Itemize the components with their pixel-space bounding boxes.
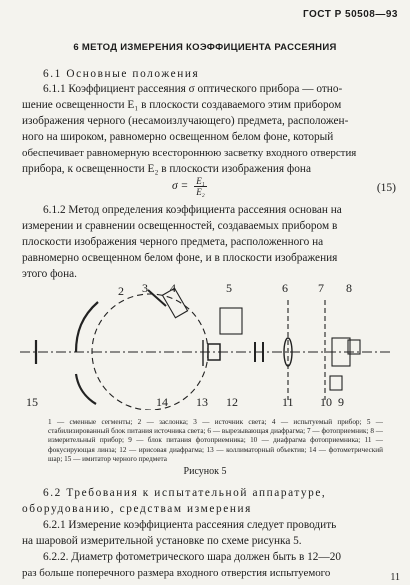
paragraph-line: на шаровой измерительной установке по схеме рисунка 5. <box>22 535 302 547</box>
paragraph-line: прибора, к освещенности E₂ в плоскости изображения фона <box>22 163 311 175</box>
section-title: 6 МЕТОД ИЗМЕРЕНИЯ КОЭФФИЦИЕНТА РАССЕЯНИЯ <box>73 42 337 53</box>
measurement-setup-diagram <box>20 280 400 410</box>
paragraph-line: шение освещенности E₁ в плоскости создаваемого этим прибором <box>22 99 342 111</box>
paragraph-line: 6.2.2. Диаметр фотометрического шара должен быть в 12—20 <box>43 551 341 563</box>
segment <box>76 302 98 352</box>
figure-label: 12 <box>226 395 238 409</box>
formula-number: (15) <box>376 182 396 194</box>
subsection-heading-6-2: 6.2 Требования к испытательной аппаратуре, <box>43 487 327 499</box>
formula-numerator: E₁ <box>196 176 205 186</box>
figure-label: 10 <box>320 395 332 409</box>
figure-label: 3 <box>142 281 148 295</box>
figure-label: 13 <box>196 395 208 409</box>
page-number: 11 <box>390 572 400 583</box>
segment <box>76 374 96 404</box>
paragraph-line: ного на широком, равномерно освещенном белом фоне, который <box>22 131 334 143</box>
paragraph-line: обеспечивает равномерную всестороннюю засветку входного отверстия <box>22 147 357 159</box>
figure-label: 7 <box>318 281 324 295</box>
paragraph-line: 6.1.2 Метод определения коэффициента рассеяния основан на <box>43 204 342 216</box>
formula-denominator: E₂ <box>196 187 205 197</box>
figure-label: 8 <box>346 281 352 295</box>
paragraph-line: этого фона. <box>22 268 77 280</box>
paragraph-line: плоскости изображения черного предмета, расположенного на <box>22 236 324 248</box>
figure-label: 15 <box>26 395 38 409</box>
photoreceiver-power <box>330 376 342 390</box>
standard-number: ГОСТ Р 50508—93 <box>302 9 398 20</box>
figure-label: 6 <box>282 281 288 295</box>
figure-caption: 1 — сменные сегменты; 2 — заслонка; 3 — источник света; 4 — испытуемый прибор; 5 — стабилизированный блок питания источника света; 6 — вырезывающая диафрагма; 7 — фотоприемник; 8 — измерительный прибор; 9 — блок питания фотоприемника; 10 — диафрагма фотоприемника; 11 — фокусирующая линза; 12 — ирисовая диафрагма; 13 — коллиматорный объектив; 14 — фотометрический шар; 15 — имитатор черного предмета <box>48 418 383 463</box>
figure-label: 5 <box>226 281 232 295</box>
figure-title: Рисунок 5 <box>183 466 227 477</box>
figure-label: 4 <box>170 281 176 295</box>
paragraph-line: 6.2.1 Измерение коэффициента рассеяния следует проводить <box>43 519 337 531</box>
subsection-heading-6-1: 6.1 Основные положения <box>43 68 200 80</box>
shutter <box>148 290 166 306</box>
paragraph-line: раз больше поперечного размера входного отверстия испытуемого <box>22 567 331 579</box>
formula-fraction <box>194 176 207 197</box>
paragraph-line: 6.1.1 Коэффициент рассеяния σ оптического прибора — отно- <box>43 83 343 95</box>
formula <box>172 176 207 197</box>
paragraph-line: изображения черного (несамоизлучающего) предмета, расположен- <box>22 115 349 127</box>
figure-label: 14 <box>156 395 168 409</box>
formula-lhs: σ = <box>172 180 189 193</box>
figure-label: 2 <box>118 284 124 298</box>
figure-label: 9 <box>338 395 344 409</box>
paragraph-line: равномерно освещенном белом фоне, и в плоскости изображения <box>22 252 338 264</box>
paragraph-line: измерении и сравнении освещенностей, создаваемых прибором в <box>22 220 338 232</box>
figure-label: 11 <box>282 395 294 409</box>
power-unit-box <box>220 308 242 334</box>
subsection-heading-6-2: оборудованию, средствам измерения <box>22 503 252 515</box>
